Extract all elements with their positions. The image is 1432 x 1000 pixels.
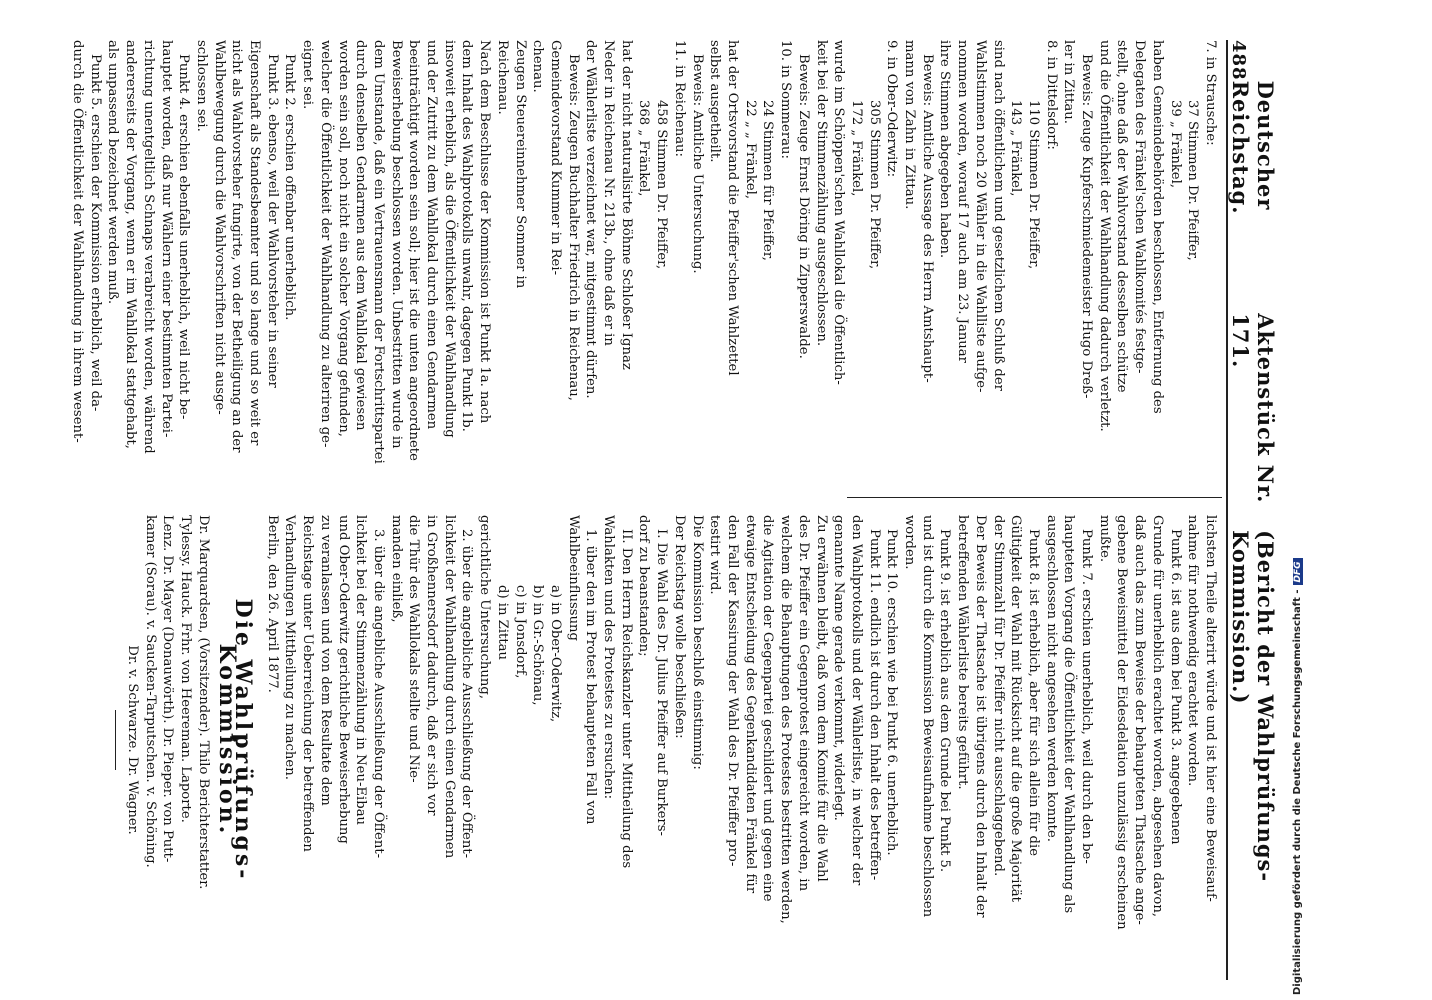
text-line: Punkt 2. erschien offenbar unerheblich. (282, 54, 298, 321)
text-line: 110 Stimmen Dr. Pfeiffer, (1025, 100, 1041, 270)
text-line: und der Zutritt zu dem Wahllokal durch einen Gendarmen (424, 40, 440, 430)
text-line: chenau. (530, 40, 546, 93)
column-divider (847, 497, 1222, 498)
text-line: 39 „ Fränkel, (1167, 100, 1183, 189)
text-line: Reichenau. (494, 40, 510, 115)
text-line: den Fall der Kassirung der Wahl des Dr. Pfeiffer pro- (725, 515, 741, 867)
text-line: der Wählerliste verzeichnet war, mitgestimmt dürfen. (583, 40, 599, 399)
text-line: schlossen sei. (193, 40, 209, 132)
text-line: haben Gemeindebehörden beschlossen, Entfernung des (1149, 40, 1165, 414)
text-line: ausgeschlossen nicht angesehen werden konnte. (1043, 515, 1059, 842)
text-line: 10. in Sommerau: (778, 40, 794, 159)
text-line: den Wahlprotokolls und der Wählerliste, in welcher der (848, 515, 864, 886)
page-number: 488 (1228, 40, 1249, 81)
signature-line: Tylessy. Hauck. Frhr. von Heereman. Laporte. (177, 515, 193, 823)
text-line: zu veranlassen und von dem Resultate dem (317, 515, 333, 806)
text-line: als unpassend bezeichnet werden muß. (105, 40, 121, 305)
text-line: Punkt 8. ist erheblich, aber für sich allein für die (1025, 529, 1041, 857)
text-line: d) in Zittau (494, 585, 510, 661)
text-line: Beweiserhebung beschlossen worden. Unbestritten wurde in (388, 40, 404, 449)
text-line: Die Kommission beschloß einstimmig: (689, 515, 705, 770)
text-line: die Agitation der Gegenpartei geschildert und gegen eine (760, 515, 776, 902)
text-line: Wahlstimmen noch 20 Wähler in die Wahlliste aufge- (972, 40, 988, 393)
text-line: Punkt 6. ist aus dem bei Punkt 3. angegebenen (1167, 529, 1183, 845)
signature-line: Dr. v. Schwarze. Dr. Wagner. (124, 645, 140, 835)
text-line: c) in Jonsdorf, (512, 585, 528, 679)
text-line: Beweis: Zeuge Ernst Döring in Zipperswalde. (795, 54, 811, 359)
text-line: Punkt 7. erschien unerheblich, weil durch den be- (1079, 529, 1095, 864)
text-line: 3. über die angebliche Ausschließung der Öffent- (370, 529, 386, 859)
text-line: gerichtliche Untersuchung, (477, 515, 493, 700)
side-credit (1291, 0, 1432, 1000)
text-line: nahme für nothwendig erachtet worden. (1185, 515, 1201, 787)
text-line: a) in Ober-Oderwitz, (547, 585, 563, 723)
header-right-title: (Bericht der Wahlprüfungs-Kommission.) (1228, 530, 1278, 883)
text-line: keit bei der Stimmenzählung ausgeschlossen. (813, 40, 829, 347)
header-left-title: Deutscher Reichstag. (1228, 80, 1278, 215)
text-line: wurde im Schöppen'schen Wahllokal die Öffentlich- (831, 40, 847, 385)
text-line: 172 „ Fränkel, (848, 100, 864, 197)
text-line: Grunde für unerheblich erachtet worden, abgesehen davon, (1149, 515, 1165, 918)
text-line: manden einließ, (388, 515, 404, 623)
text-line: Delegaten des Fränkel'schen Wahlkomités festge- (1132, 40, 1148, 374)
text-line: testirt wird. (707, 515, 723, 595)
text-line: b) in Gr.-Schönau, (530, 585, 546, 706)
text-line: Punkt 11. endlich ist durch den Inhalt des betreffen- (866, 529, 882, 881)
text-line: dorf zu beanstanden; (636, 515, 652, 657)
text-line: der Stimmzahl für Dr. Pfeiffer nicht ausschlaggebend. (990, 515, 1006, 877)
text-line: und ist durch die Kommission Beweisaufnahme beschlossen (919, 515, 935, 918)
signature-line: Lenz. Dr. Mayer (Donauwörth). Dr. Pieper. von Putt- (160, 515, 176, 863)
text-line: ler in Zittau. (1061, 40, 1077, 124)
text-line: Punkt 4. erschien ebenfalls unerheblich, weil nicht be- (176, 54, 192, 420)
text-line: welchem die Behauptungen des Protestes bestritten werden, (778, 515, 794, 924)
text-line: Reichstage unter Ueberreichung der betreffenden (300, 515, 316, 852)
text-line: eignet sei. (300, 40, 316, 110)
text-line: nicht als Wahlvorsteher fungirte, von der Betheiligung an der (229, 40, 245, 453)
text-line: Punkt 3. ebenso, weil der Wahlvorsteher in seiner (264, 54, 280, 388)
text-line: Eigenschaft als Standesbeamter und so lange und so weit er (247, 40, 263, 446)
text-line: daß auch das zum Beweise der behaupteten Thatsache ange- (1132, 515, 1148, 925)
text-line: Punkt 5. erschien der Kommission erheblich, weil da- (87, 54, 103, 412)
text-line: 1. über den im Protest behaupteten Fall von (583, 529, 599, 825)
text-line: 2. über die angebliche Ausschließung der Öffent- (459, 529, 475, 859)
signatures (124, 515, 211, 965)
text-line: hat der nicht naturalisirte Böhme Schloßer Ignaz (618, 40, 634, 370)
text-line: etwaige Entscheidung des Gegenkandidaten Fränkel für (742, 515, 758, 894)
text-line: durch denselben Gendarmen aus dem Wahllokal gewiesen (353, 40, 369, 431)
signature-line: Dr. Marquardsen, (Vorsitzender). Thilo Berichterstatter. (195, 515, 211, 890)
text-line: Neder in Reichenau Nr. 213b., ohne daß er in (601, 40, 617, 346)
text-line: des Dr. Pfeiffer ein Gegenprotest eingereicht worden, in (795, 515, 811, 892)
text-line: insoweit erheblich, als die Öffentlichkeit der Wahlhandlung (441, 40, 457, 438)
text-line: genannte Name gerade verkommt, widerlegt. (831, 515, 847, 821)
text-line: Gültigkeit der Wahl mit Rücksicht auf die große Majorität (1008, 515, 1024, 902)
text-line: Der Beweis der Thatsache ist übrigens durch den Inhalt der (972, 515, 988, 918)
text-line: dem Umstande, daß ein Vertrauensmann der Fortschrittspartei (370, 40, 386, 464)
right-column (107, 515, 1218, 965)
text-line: sind nach öffentlichem und gesetzlichem Schluß der (990, 40, 1006, 391)
text-line: mann von Zahn in Zittau. (902, 40, 918, 210)
right-column-body (282, 515, 1218, 965)
text-line: welcher die Öffentlichkeit der Wahlhandlung zu alteriren ge- (317, 40, 333, 448)
left-column (67, 40, 1218, 480)
text-line: 24 Stimmen für Pfeiffer, (760, 100, 776, 261)
date-line: Berlin, den 26. April 1877. (264, 515, 280, 693)
text-line: lichsten Theile alterirt würde und ist hier eine Beweisauf- (1203, 515, 1218, 902)
text-line: Beweis: Amtliche Aussage des Herrn Amtshaupt- (919, 54, 935, 383)
text-line: gebene Beweismittel der Eidesdelation unzulässig erscheinen (1114, 515, 1130, 930)
text-line: stellt, ohne daß der Wahlvorstand desselben schütze (1114, 40, 1130, 393)
text-line: Beweis: Amtliche Untersuchung. (689, 54, 705, 274)
text-line: 11. in Reichenau: (671, 40, 687, 157)
text-line: Wahlakten und des Protestes zu ersuchen: (601, 515, 617, 800)
closing-rule (115, 710, 116, 770)
text-line: hat der Ortsvorstand die Pfeiffer'schen Wahlzettel (725, 40, 741, 376)
text-line: Wahlbeeinflussung (565, 515, 581, 641)
text-line: Zeugen Steuereinnehmer Sommer in (512, 40, 528, 289)
text-line: dem Inhalt des Wahlprotokolls unwahr, dagegen Punkt 1b. (459, 40, 475, 432)
commission-title: Die Wahlprüfungs-Kommission. (214, 598, 257, 882)
text-line: Beweis: Zeugen Buchhalter Friedrich in Reichenau, (565, 54, 581, 401)
text-line: 8. in Dittelsdorf: (1043, 40, 1059, 150)
page-header (1226, 40, 1278, 980)
text-line: 368 „ Fränkel, (636, 100, 652, 197)
text-line: andererseits der Vorgang, wenn er im Wahllokal stattgehabt, (123, 40, 139, 449)
text-line: mußte. (1096, 515, 1112, 563)
text-line: richtung unentgeltlich Schnaps verabreicht worden, während (140, 40, 156, 454)
signature-line: kamer (Sorau). v. Saucken-Tarputschen. v. Schöning. (142, 515, 158, 868)
text-line: 9. in Ober-Oderwitz: (884, 40, 900, 178)
text-line: Zu erwähnen bleibt, daß vom dem Komité für die Wahl (813, 515, 829, 882)
text-line: 143 „ Fränkel, (1008, 100, 1024, 197)
text-line: Punkt 10. erschien wie bei Punkt 6. unerheblich. (884, 529, 900, 856)
text-line: Nach dem Beschlusse der Kommission ist Punkt 1a. nach (477, 40, 493, 424)
side-credit-text: Digitalisierung gefördert durch die Deutsche Forschungsgemeinschaft -DFG (1292, 558, 1303, 995)
text-line: I. Die Wahl des Dr. Julius Pfeiffer auf Burkers- (654, 529, 670, 836)
text-line: und die Öffentlichkeit der Wahlhandlung dadurch verletzt. (1096, 40, 1112, 432)
text-line: Verhandlungen Mittheilung zu machen. (282, 515, 298, 780)
text-line: Punkt 9. ist erheblich aus dem Grunde bei Punkt 5. (937, 529, 953, 873)
header-middle-title: Aktenstück Nr. 171. (1228, 313, 1278, 504)
text-line: beeinträchtigt worden sein soll; hier ist die unten angeordnete (406, 40, 422, 461)
text-line: lichkeit der Wahlhandlung durch einen Gendarmen (441, 515, 457, 859)
text-line: 22 „ „ Fränkel, (742, 100, 758, 200)
text-line: selbst ausgetheilt. (707, 40, 723, 163)
text-line: Gemeindevorstand Kummer in Rei- (547, 40, 563, 276)
text-line: worden. (902, 515, 918, 570)
text-line: haupteten Vorgang die Öffentlichkeit der Wahlhandlung als (1061, 515, 1077, 914)
text-line: die Thür des Wahllokals stellte und Nie- (406, 515, 422, 783)
text-line: und Ober-Oderwitz gerichtliche Beweiserhebung (335, 515, 351, 844)
text-line: hauptet worden, daß nur Wählern einer bestimmten Partei- (158, 40, 174, 438)
text-line: ihre Stimmen abgegeben haben. (937, 40, 953, 259)
text-line: nommen worden, worauf 17 auch am 23. Januar (955, 40, 971, 363)
text-line: 7. in Strausche: (1203, 40, 1218, 146)
text-line: betreffenden Wählerliste bereits geführt. (955, 515, 971, 790)
text-line: 37 Stimmen Dr. Pfeiffer, (1185, 100, 1201, 261)
text-line: in Großhennersdorf dadurch, daß er sich vor (424, 515, 440, 816)
text-line: lichkeit bei der Stimmenzählung in Neu-Eibau (353, 515, 369, 826)
text-line: Wahlbewegung durch die Wahlvorschriften nicht ausge- (211, 40, 227, 415)
text-line: durch die Öffentlichkeit der Wahlhandlung in ihrem wesent- (70, 40, 85, 443)
text-line: 458 Stimmen Dr. Pfeiffer, (654, 100, 670, 270)
dfg-logo: DFG (1293, 558, 1303, 585)
text-line: II. Den Herrn Reichskanzler unter Mittheilung des (618, 529, 634, 869)
text-line: Der Reichstag wolle beschließen: (671, 515, 687, 739)
text-line: 305 Stimmen Dr. Pfeiffer, (866, 100, 882, 270)
text-line: Beweis: Zeuge Kupferschmiedemeister Hugo Dreß- (1079, 54, 1095, 399)
text-line: worden sein soll, noch nicht ein solcher Vorgang gefunden, (335, 40, 351, 437)
